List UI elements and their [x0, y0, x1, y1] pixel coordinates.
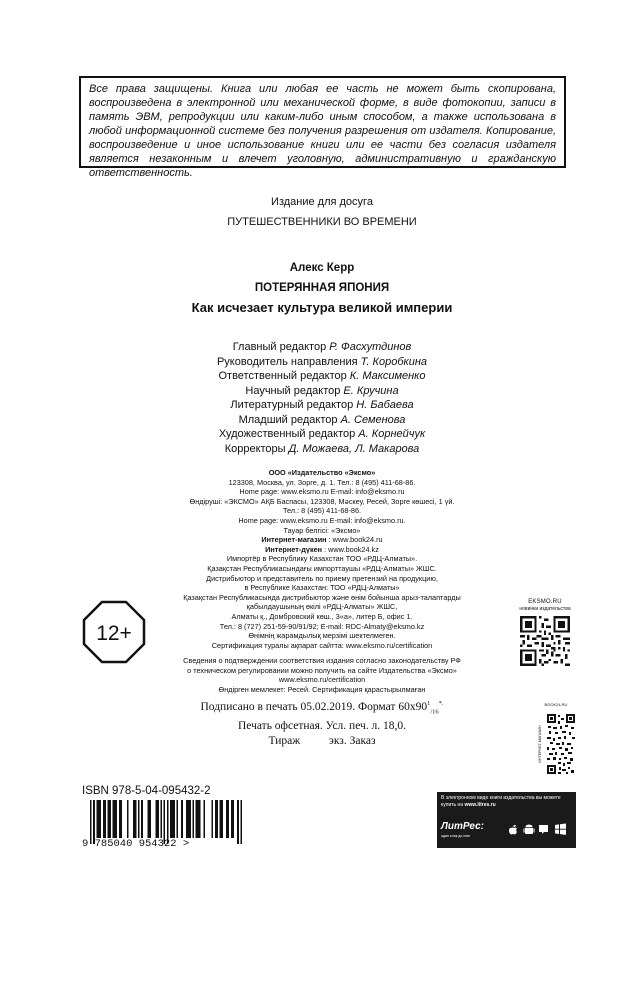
distribution-line: в Республике Казахстан: ТОО «РДЦ-Алматы» [244, 583, 400, 593]
isbn-label: ISBN 978-5-04-095432-2 [82, 785, 211, 797]
credit-row [0, 398, 644, 413]
print-info [0, 700, 644, 749]
barcode-bar [192, 800, 194, 838]
print-run-line: Тираж экз. Заказ [268, 735, 376, 748]
platform-icons [507, 822, 573, 836]
barcode-bar [228, 800, 230, 838]
publisher-line: Тел.: 8 (495) 411-68-86. [282, 506, 362, 516]
barcode-bar [100, 800, 102, 838]
barcode-bar [220, 800, 222, 838]
credit-name: А. Корнейчук [358, 428, 426, 440]
online-duken-label: Интернет-дүкен [265, 544, 323, 554]
credit-name: А. Семенова [340, 413, 406, 426]
book-subtitle: Как исчезает культура великой империи [191, 300, 453, 315]
rights-notice [79, 76, 566, 179]
barcode-bar [215, 800, 217, 838]
barcode-bar [149, 800, 151, 838]
barcode-bar [226, 800, 228, 838]
barcode-bar [156, 800, 158, 838]
barcode-bar [98, 800, 100, 838]
online-duken-url: : www.book24.kz [322, 544, 379, 554]
credit-role: Научный редактор [245, 384, 341, 397]
barcode-bar [231, 800, 233, 838]
barcode-bar [109, 800, 111, 838]
barcode-bar [160, 800, 162, 838]
book24-caption: ИНТЕРНЕТ-МАГАЗИН [538, 725, 542, 763]
barcode-bar [176, 800, 178, 838]
barcode-digits: 9 785040 954322 > [82, 838, 190, 850]
barcode-bar [114, 800, 116, 838]
credit-row [0, 413, 644, 428]
credit-role: Литературный редактор [230, 399, 354, 411]
book-title: ПОТЕРЯННАЯ ЯПОНИЯ [254, 282, 390, 294]
litres-text-prefix: В электронном виде книги издательства вы можете [441, 795, 561, 801]
barcode-bar [119, 800, 121, 838]
author-name: Алекс Керр [289, 262, 355, 274]
barcode-bar [127, 800, 129, 838]
distribution-line: Қазақстан Республикасында дистрибьютор және өнім бойынша арыз-талаптарды [183, 592, 461, 602]
barcode-bar [135, 800, 137, 838]
distribution-line: Қазақстан Республикасындағы импорттаушы «РДЦ-Алматы» ЖШС. [207, 563, 437, 573]
credit-row [0, 355, 644, 370]
credit-name: Р. Фасхутдинов [329, 341, 412, 353]
publisher-line: 123308, Москва, ул. Зорге, д. 1. Тел.: 8 (495) 411-68-86. [228, 477, 416, 487]
barcode-bar [138, 800, 140, 838]
barcode-bar [216, 800, 218, 838]
barcode-bar [103, 800, 105, 838]
barcode-bar [173, 800, 175, 838]
barcode-bar [116, 800, 118, 838]
age-rating-text: 12+ [96, 622, 132, 645]
litres-text-suffix: купить на [441, 802, 464, 808]
certification-line: о техническом регулировании можно получить на сайте Издательства «Эксмо» [187, 665, 457, 675]
credit-name: Н. Бабаева [356, 399, 414, 411]
credit-role: Главный редактор [232, 341, 327, 353]
print-signed-line [0, 700, 644, 719]
credit-role: Младший редактор [238, 413, 338, 426]
barcode-bar [181, 800, 183, 838]
eksmo-caption: новинки издательства [519, 606, 571, 612]
credit-name: Д. Можаева, Л. Макарова [288, 442, 420, 455]
barcode-bar [186, 800, 188, 838]
apple-icon [509, 825, 517, 834]
editorial-credits [0, 340, 644, 456]
distribution-line: Өнімнің жарамдылық мерзімі шектелмеген. [248, 631, 396, 641]
barcode-bar [141, 800, 143, 838]
barcode-bar [197, 800, 199, 838]
barcode-bar [148, 800, 150, 838]
litres-site[interactable]: www.litres.ru [464, 802, 496, 808]
credit-name: Е. Кручина [343, 384, 399, 397]
publisher-line: Home page: www.eksmo.ru E-mail: info@eksmo.ru. [238, 515, 406, 525]
credit-name: К. Максименко [349, 370, 426, 382]
barcode-bar [232, 800, 234, 838]
litres-text [441, 795, 572, 809]
barcode-bar [112, 800, 114, 838]
distribution-line: Алматы қ., Домбровский көш., 3«а», литер Б, офис 1. [231, 611, 413, 621]
format-superscript: 1 [427, 700, 431, 708]
certification-line: Сведения о подтверждении соответствия издания согласно законодательству РФ [183, 656, 461, 666]
age-rating-badge [82, 600, 146, 664]
barcode-bar [204, 800, 206, 838]
credit-role: Ответственный редактор [218, 370, 347, 382]
online-duken-line [0, 545, 644, 555]
distribution-line: қабылдаушының өкілі «РДЦ-Алматы» ЖШС, [246, 602, 398, 612]
barcode-bar [189, 800, 191, 838]
book24-label: BOOK24.RU [544, 702, 568, 707]
eksmo-site-label: EKSMO.RU [528, 599, 562, 605]
format-subscript: /16 [430, 708, 439, 716]
imprint-label: Издание для досуга [271, 196, 373, 208]
barcode-bar [170, 800, 172, 838]
credit-row [0, 427, 644, 442]
distribution-line: Тел.: 8 (727) 251-59-90/91/92; E-mail: RDC-Almaty@eksmo.kz [219, 621, 425, 631]
android-icon [524, 825, 535, 834]
barcode-bar [221, 800, 223, 838]
windows-phone-icon [539, 825, 548, 834]
barcode-bar [237, 800, 239, 844]
barcode-bar [172, 800, 174, 838]
windows-icon [555, 824, 566, 835]
certification-line: www.eksmo.ru/certification [278, 675, 366, 685]
litres-brand: ЛитРес: [441, 821, 484, 832]
credit-name: Т. Коробкина [360, 355, 428, 368]
litres-brand-sub: один клик до книг [441, 834, 471, 838]
online-shop-line [0, 535, 644, 545]
format-mark: *. [438, 700, 444, 708]
barcode-bar [212, 800, 214, 838]
eksmo-qr-block [514, 598, 576, 671]
distribution-line: Дистрибьютор и представитель по приему претензий на продукцию, [206, 573, 438, 583]
series-name: ПУТЕШЕСТВЕННИКИ ВО ВРЕМЕНИ [227, 216, 417, 228]
eksmo-qr-code-icon[interactable] [520, 616, 570, 666]
rights-notice-text: Все права защищены. Книга или любая ее часть не может быть скопирована, воспроизведена в электронной или механической форме, в виде фотокопии, записи в память ЭВМ, репродукции или каким-либо иным способом, а также использована в любой информационной системе без получения разрешения от издателя. Копирование, воспроизведение и иное использование книги или ее части без согласия издателя является незаконным и влечет уголовную, административную и гражданскую ответственность. [89, 83, 556, 179]
barcode-bar [104, 800, 106, 838]
credit-role: Художественный редактор [218, 428, 356, 440]
publisher-name: ООО «Издательство «Эксмо» [268, 468, 376, 477]
print-signed-text: Подписано в печать 05.02.2019. Формат 60x90 [200, 701, 428, 713]
online-shop-label: Интернет-магазин [261, 535, 327, 545]
publisher-line: Тауар белгісі: «Эксмо» [283, 525, 361, 535]
publisher-line: Home page: www.eksmo.ru E-mail: info@eksmo.ru [239, 487, 405, 497]
credit-role: Руководитель направления [216, 355, 358, 368]
credit-row [0, 369, 644, 384]
publisher-line: Өндіруші: «ЭКСМО» АҚБ Баспасы, 123308, Мәскеу, Ресей, Зорге көшесі, 1 үй. [189, 496, 455, 506]
credit-row [0, 340, 644, 355]
credit-row [0, 442, 644, 457]
barcode-bar [157, 800, 159, 838]
distribution-line: Импортёр в Республику Казахстан ТОО «РДЦ-Алматы». [226, 554, 418, 564]
barcode-bar [196, 800, 198, 838]
certification-line: Өндірген мемлекет: Ресей. Сертификация қарастырылмаған [218, 685, 426, 695]
distribution-line: Сертификация туралы ақпарат сайтта: www.eksmo.ru/certification [211, 640, 433, 650]
online-shop-url: : www.book24.ru [326, 535, 383, 545]
barcode-bar [240, 800, 242, 844]
barcode-bar [133, 800, 135, 838]
print-type-line: Печать офсетная. Усл. печ. л. 18,0. [237, 720, 407, 733]
age-rating-octagon-icon [82, 600, 146, 664]
barcode-bar [199, 800, 201, 838]
barcode-bar [120, 800, 122, 838]
credit-row [0, 384, 644, 399]
barcode-bar [188, 800, 190, 838]
credit-role: Корректоры [224, 442, 286, 455]
litres-banner[interactable] [437, 792, 576, 848]
barcode-bar [108, 800, 110, 838]
barcode-bar [96, 800, 98, 838]
